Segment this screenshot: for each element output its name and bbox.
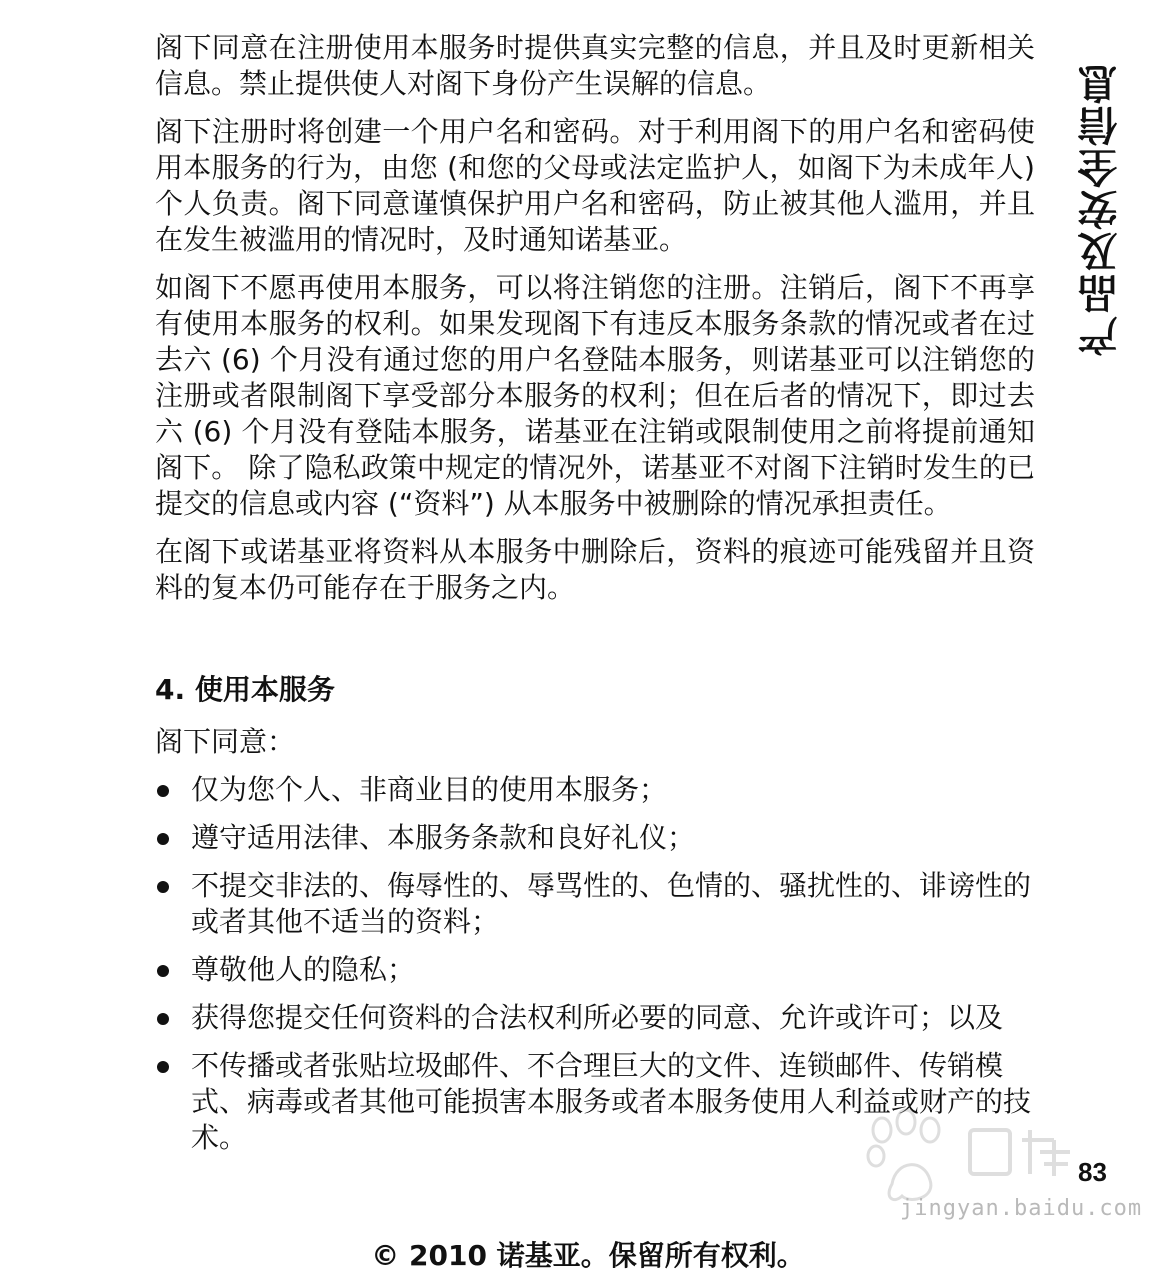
paragraph-registration-info: 阁下同意在注册使用本服务时提供真实完整的信息，并且及时更新相关信息。禁止提供使人对阁下身份产生误解的信息。	[155, 31, 1035, 100]
list-item-text: 获得您提交任何资料的合法权利所必要的同意、允许或许可；以及	[191, 1001, 1004, 1034]
bullet-icon	[157, 881, 169, 893]
list-item	[155, 868, 1035, 940]
copyright-footer: © 2010 诺基亚。保留所有权利。	[371, 1239, 805, 1272]
list-item	[155, 952, 1035, 988]
paragraph-cancel-registration: 如阁下不愿再使用本服务，可以将注销您的注册。注销后，阁下不再享有使用本服务的权利。如果发现阁下有违反本服务条款的情况或者在过去六 (6) 个月没有通过您的用户名登陆本服务，则诺基亚可以注销您的注册或者限制阁下享受部分本服务的权利；但在后者的情况下，即过去六 (6) 个月没有登陆本服务，诺基亚在注销或限制使用之前将提前通知阁下。 除了隐私政策中规定的情况外，诺基亚不对阁下注销时发生的已提交的信息或内容 (“资料”) 从本服务中被删除的情况承担责任。	[155, 271, 1035, 520]
bullet-icon	[157, 965, 169, 977]
paragraph-data-deletion: 在阁下或诺基亚将资料从本服务中删除后，资料的痕迹可能残留并且资料的复本仍可能存在于服务之内。	[155, 535, 1035, 604]
bullet-icon	[157, 1061, 169, 1073]
section-intro: 阁下同意：	[155, 725, 296, 758]
list-item-text: 不提交非法的、侮辱性的、辱骂性的、色情的、骚扰性的、诽谤性的或者其他不适当的资料；	[191, 869, 1032, 938]
watermark-url: jingyan.baidu.com	[900, 1196, 1143, 1221]
paragraph-username-password: 阁下注册时将创建一个用户名和密码。对于利用阁下的用户名和密码使用本服务的行为，由您 (和您的父母或法定监护人，如阁下为未成年人) 个人负责。阁下同意谨慎保护用户名和密码，防止被其他人滥用，并且在发生被滥用的情况时，及时通知诺基亚。	[155, 115, 1035, 256]
bullet-list	[155, 772, 1035, 1156]
list-item	[155, 1000, 1035, 1036]
body-text	[155, 30, 1035, 1168]
list-item-text: 遵守适用法律、本服务条款和良好礼仪；	[191, 821, 696, 854]
list-item	[155, 772, 1035, 808]
list-item-text: 不传播或者张贴垃圾邮件、不合理巨大的文件、连锁邮件、传销模式、病毒或者其他可能损害本服务或者本服务使用人利益或财产的技术。	[191, 1049, 1032, 1154]
bullet-icon	[157, 785, 169, 797]
bullet-icon	[157, 833, 169, 845]
bullet-icon	[157, 1013, 169, 1025]
list-item	[155, 1048, 1035, 1156]
list-item	[155, 820, 1035, 856]
section-heading: 4. 使用本服务	[155, 673, 335, 706]
page-number: 83	[1078, 1157, 1107, 1187]
chapter-side-title: 产品及安全信息	[1078, 62, 1124, 356]
list-item-text: 尊敬他人的隐私；	[191, 953, 416, 986]
list-item-text: 仅为您个人、非商业目的使用本服务；	[191, 773, 668, 806]
